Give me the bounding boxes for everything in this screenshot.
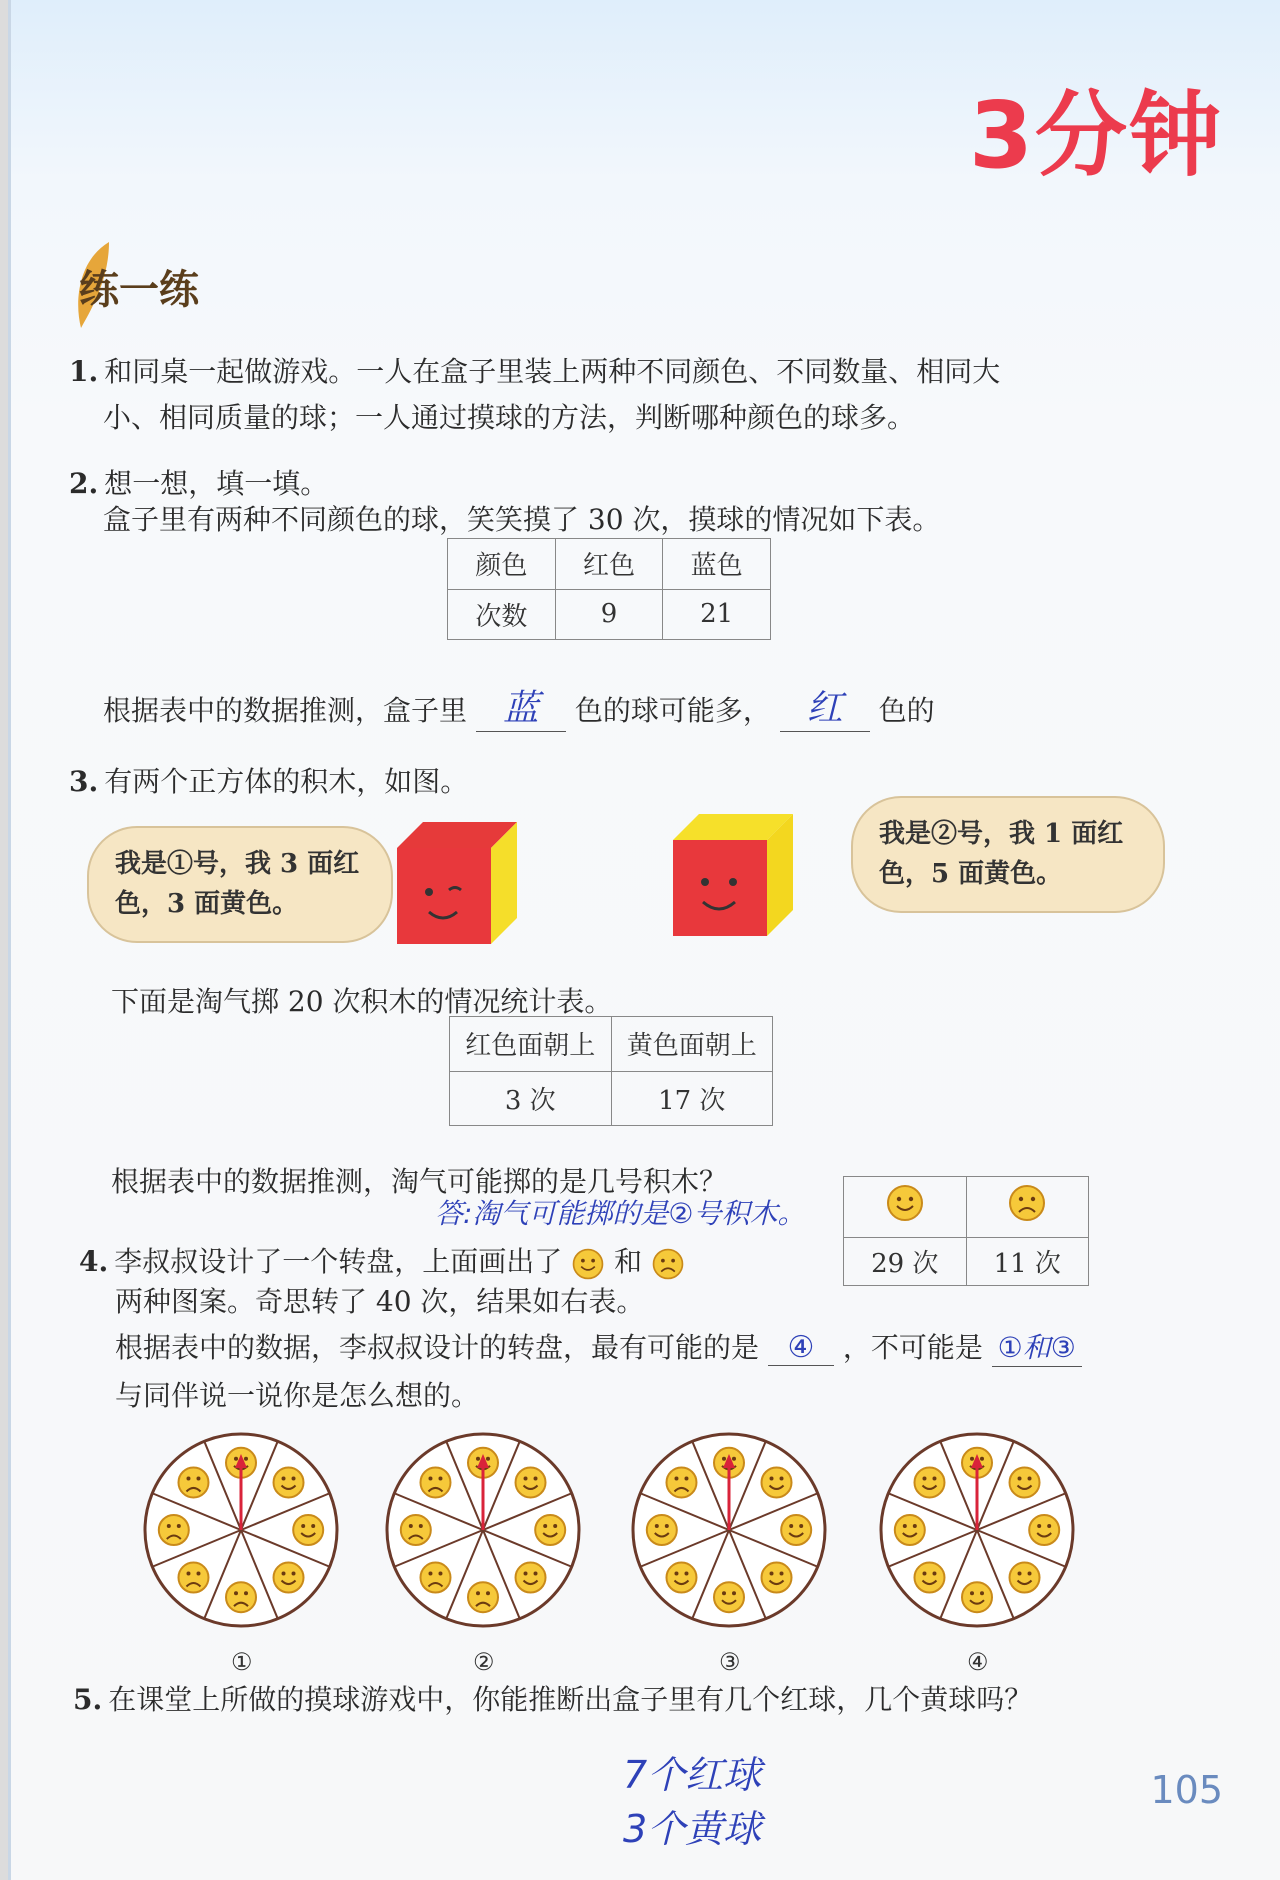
page-number: 105 <box>1150 1768 1223 1812</box>
time-badge: 3分钟 <box>968 82 1223 189</box>
handwritten-answer[interactable]: 答:淘气可能掷的是②号积木。 <box>435 1197 806 1230</box>
cube-1 <box>391 818 521 948</box>
q2-answer: 根据表中的数据推测，盒子里 蓝 色的球可能多， 红 色的 <box>103 680 935 732</box>
smile-face-icon <box>962 1582 992 1612</box>
table-cell: 29 次 <box>844 1237 967 1285</box>
table-cell: 11 次 <box>966 1237 1089 1285</box>
smile-face-icon <box>1029 1515 1059 1545</box>
handwritten-red-count[interactable]: 7个红球 <box>623 1753 762 1797</box>
q2-table <box>447 538 771 640</box>
sad-face-icon <box>178 1467 208 1497</box>
smile-face-icon <box>535 1515 565 1545</box>
table-cell: 21 <box>663 589 771 640</box>
sad-face-icon <box>401 1515 431 1545</box>
smile-face-icon <box>666 1563 696 1593</box>
sad-face-icon <box>468 1582 498 1612</box>
table-row <box>844 1237 1089 1285</box>
spinner-wheel <box>373 1420 593 1640</box>
q2-line: 盒子里有两种不同颜色的球，笑笑摸了 30 次，摸球的情况如下表。 <box>103 503 941 536</box>
q3-table <box>449 1016 773 1126</box>
q3-question: 根据表中的数据推测，淘气可能掷的是几号积木？ <box>111 1165 728 1198</box>
spinner-wheel <box>619 1420 839 1640</box>
q4-line2: 两种图案。奇思转了 40 次，结果如右表。 <box>115 1285 645 1318</box>
smile-face-icon <box>516 1467 546 1497</box>
q3-intro: 3. 有两个正方体的积木，如图。 <box>69 765 469 798</box>
table-row <box>450 1017 773 1072</box>
sad-face-icon <box>1007 1183 1047 1223</box>
table-cell: 蓝色 <box>663 539 771 590</box>
fill-blank[interactable]: 红 <box>780 680 870 732</box>
sad-face-icon <box>651 1247 685 1281</box>
smile-face-icon <box>274 1467 304 1497</box>
sad-face-icon <box>178 1563 208 1593</box>
wheel-label: ② <box>473 1648 495 1676</box>
q5-line: 5. 在课堂上所做的摸球游戏中，你能推断出盒子里有几个红球，几个黄球吗？ <box>73 1683 1033 1716</box>
wheel-label: ③ <box>719 1648 741 1676</box>
smile-face-icon <box>1010 1563 1040 1593</box>
table-cell: 颜色 <box>448 539 556 590</box>
q2-intro: 2. 想一想，填一填。 <box>69 467 329 500</box>
spinner-wheel <box>867 1420 1087 1640</box>
sad-face-icon <box>666 1467 696 1497</box>
table-cell: 17 次 <box>611 1071 773 1126</box>
table-cell: 红色面朝上 <box>450 1017 612 1072</box>
smile-face-icon <box>714 1582 744 1612</box>
smile-face-icon <box>516 1563 546 1593</box>
table-cell: 3 次 <box>450 1071 612 1126</box>
table-row <box>448 589 771 640</box>
smile-face-icon <box>571 1247 605 1281</box>
fill-blank[interactable]: 蓝 <box>476 680 566 732</box>
smile-face-icon <box>781 1515 811 1545</box>
sad-face-icon <box>226 1582 256 1612</box>
q4-line4: 与同伴说一说你是怎么想的。 <box>115 1379 480 1412</box>
smile-face-icon <box>293 1515 323 1545</box>
speech-bubble-1: 我是①号，我 3 面红色，3 面黄色。 <box>87 826 393 943</box>
sad-face-icon <box>420 1467 450 1497</box>
speech-bubble-2: 我是②号，我 1 面红色，5 面黄色。 <box>851 796 1165 913</box>
sad-face-icon <box>420 1563 450 1593</box>
wheel-label: ① <box>231 1648 253 1676</box>
sad-face-icon <box>159 1515 189 1545</box>
q4-line3: 根据表中的数据，李叔叔设计的转盘，最有可能的是 ④ ，不可能是 ①和③ <box>115 1326 1082 1367</box>
smile-face-icon <box>885 1183 925 1223</box>
smile-face-icon <box>274 1563 304 1593</box>
fill-blank[interactable]: ④ <box>768 1330 834 1366</box>
textbook-page <box>8 0 1280 1880</box>
table-cell: 次数 <box>448 589 556 640</box>
q1-line1: 1. 和同桌一起做游戏。一人在盒子里装上两种不同颜色、不同数量、相同大 <box>69 355 1001 388</box>
smile-face-icon <box>762 1563 792 1593</box>
q4-line1: 4. 李叔叔设计了一个转盘，上面画出了 和 <box>79 1240 685 1281</box>
wheel-label: ④ <box>967 1648 989 1676</box>
q4-table <box>843 1176 1089 1286</box>
smile-face-icon <box>914 1563 944 1593</box>
table-row <box>844 1177 1089 1238</box>
fill-blank[interactable]: ①和③ <box>992 1326 1082 1367</box>
q3-line: 下面是淘气掷 20 次积木的情况统计表。 <box>111 985 613 1018</box>
smile-face-icon <box>647 1515 677 1545</box>
table-cell <box>966 1177 1089 1238</box>
spinner-wheel <box>131 1420 351 1640</box>
smile-face-icon <box>1010 1467 1040 1497</box>
smile-face-icon <box>895 1515 925 1545</box>
table-cell: 黄色面朝上 <box>611 1017 773 1072</box>
handwritten-yellow-count[interactable]: 3个黄球 <box>623 1807 762 1851</box>
q1-line2: 小、相同质量的球；一人通过摸球的方法，判断哪种颜色的球多。 <box>103 401 916 434</box>
cube-2 <box>667 810 797 942</box>
table-row <box>448 539 771 590</box>
smile-face-icon <box>762 1467 792 1497</box>
table-cell: 红色 <box>555 539 663 590</box>
table-cell <box>844 1177 967 1238</box>
table-cell: 9 <box>555 589 663 640</box>
table-row <box>450 1071 773 1126</box>
smile-face-icon <box>914 1467 944 1497</box>
section-title: 练一练 <box>79 258 199 315</box>
